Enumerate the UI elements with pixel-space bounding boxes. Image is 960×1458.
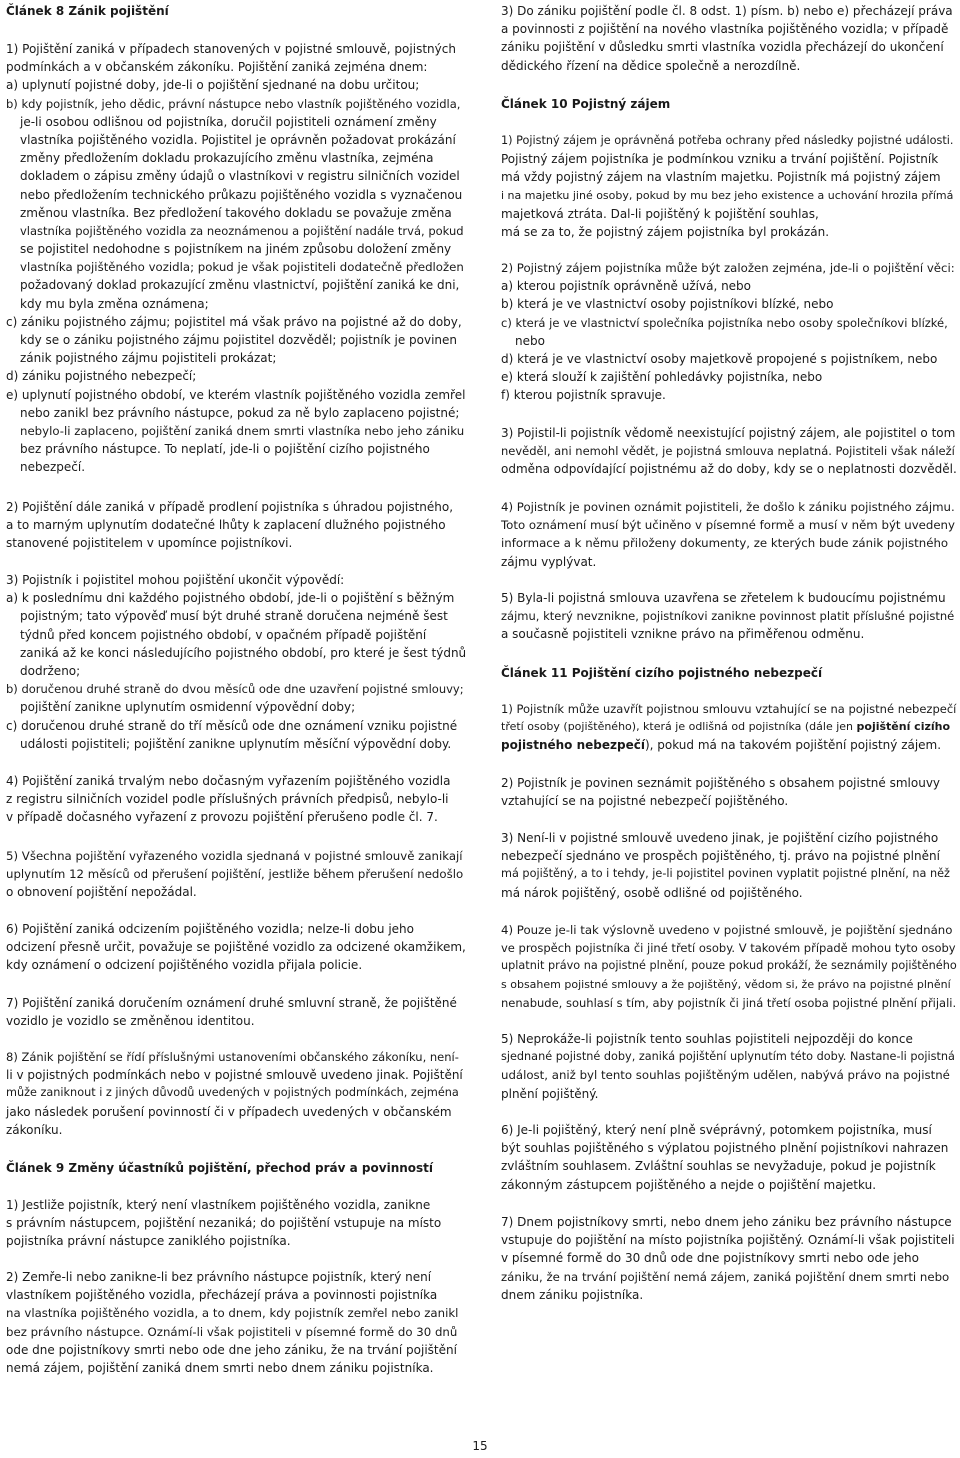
- text-line: má nárok pojištěný, osobě odlišné od pojištěného.: [501, 885, 803, 900]
- text-line: sjednané pojistné doby, zaniká pojištění uplynutím této doby. Nastane-li pojistná: [501, 1050, 955, 1064]
- text-line: změnou vlastníka. Bez předložení takového dokladu se považuje změna: [20, 205, 452, 220]
- text-line: vstupuje do pojištění na místo pojistníka pojištěný. Oznámí-li však pojistiteli: [501, 1233, 955, 1248]
- text-line: má pojištěný, a to i tehdy, je-li pojistitel povinen vyplatit pojistné plnění, na něž: [501, 867, 950, 881]
- text-line: zvláštním souhlasem. Zvláštní souhlas se nevyžaduje, pokud je pojistník: [501, 1159, 936, 1174]
- text-line: bez právního nástupce. Oznámí-li však pojistiteli v písemné formě do 30 dnů: [6, 1324, 458, 1339]
- text-line: 1) Pojištění zaniká v případech stanovených v pojistné smlouvě, pojistných: [6, 42, 456, 56]
- text-line: 2) Zemře-li nebo zanikne-li bez právního nástupce pojistník, který není: [6, 1270, 432, 1284]
- article-8-paragraph-3: [6, 571, 466, 753]
- text-line: stanovené pojistitelem v upomínce pojistníkovi.: [6, 536, 293, 551]
- text-line: c) která je ve vlastnictví společníka pojistníka nebo osoby společníkovi blízké,: [501, 315, 948, 330]
- text-line: a) kterou pojistník oprávněně užívá, nebo: [501, 279, 752, 294]
- text-line: zákoníku.: [6, 1122, 63, 1137]
- text-line: 4) Pojistník je povinen oznámit pojistiteli, že došlo k zániku pojistného zájmu.: [501, 500, 955, 514]
- text-line: c) zániku pojistného zájmu; pojistitel má však právo na pojistné až do doby,: [6, 314, 462, 329]
- text-line: vozidlo je vozidlo se změněnou identitou.: [6, 1014, 255, 1029]
- text-line: nevěděl, ani nemohl vědět, je pojistná smlouva neplatná. Pojistiteli však náleží: [501, 444, 955, 459]
- text-line: zániku, že na trvání pojištění nemá zájem, zaniká pojištění dnem smrti nebo: [501, 1269, 950, 1284]
- page-number: 15: [472, 1439, 488, 1453]
- text-line: 1) Pojistník může uzavřít pojistnou smlouvu vztahující se na pojistné nebezpečí: [501, 702, 957, 716]
- article-8-paragraph-2: [6, 498, 466, 553]
- text-line: b) doručenou druhé straně do dvou měsíců ode dne uzavření pojistné smlouvy;: [6, 682, 464, 697]
- text-line: na vlastníka pojištěného vozidla, a to dnem, kdy pojistník zemřel nebo zanikl: [6, 1306, 459, 1321]
- text-line: 4) Pouze je-li tak výslovně uvedeno v pojistné smlouvě, je pojištění sjednáno: [501, 923, 953, 937]
- text-line: nebo předložením technického průkazu pojištěného vozidla s vyznačenou: [20, 187, 463, 202]
- article-11-paragraph-1: [501, 700, 957, 755]
- article-8-paragraph-5: [6, 847, 466, 902]
- text-line: o obnovení pojištění nepožádal.: [6, 885, 197, 900]
- text-line: zaniká až ke konci následujícího pojistného období, pro které je šest týdnů: [20, 645, 467, 660]
- text-line: 8) Zánik pojištění se řídí příslušnými ustanoveními občanského zákoníku, není-: [6, 1050, 459, 1064]
- text-line: nebylo-li zaplaceno, pojištění zaniká dnem smrti vlastníka nebo jeho zániku: [20, 423, 465, 438]
- text-line: 2) Pojistný zájem pojistníka může být založen zejména, jde-li o pojištění věci:: [501, 261, 955, 275]
- text-run: třetí osoby (pojištěného), která je odlišná od pojistníka (dále jen: [501, 720, 857, 734]
- text-line: a to marným uplynutím dodatečné lhůty k zaplacení dlužného pojistného: [6, 518, 446, 533]
- text-line: 3) Pojistil-li pojistník vědomě neexistující pojistný zájem, ale pojistitel o tom: [501, 426, 956, 440]
- article-11-paragraph-7: [501, 1213, 957, 1304]
- text-line: 4) Pojištění zaniká trvalým nebo dočasným vyřazením pojištěného vozidla: [6, 774, 451, 788]
- defined-term: pojistného nebezpečí: [501, 738, 645, 753]
- text-line: b) kdy pojistník, jeho dědic, právní nástupce nebo vlastník pojištěného vozidla,: [6, 96, 461, 111]
- text-line: dnem zániku pojistníka.: [501, 1287, 644, 1302]
- article-9-paragraph-3: [501, 2, 957, 75]
- article-10-paragraph-3: [501, 424, 957, 479]
- article-10-paragraph-1: [501, 132, 957, 241]
- text-line: nebezpečí sjednáno ve prospěch pojištěného, tj. právo na pojistné plnění: [501, 849, 940, 864]
- text-line: zániku pojištění v důsledku smrti vlastníka vozidla přecházejí do ukončení: [501, 40, 944, 55]
- text-line: odměna odpovídající pojistnému až do doby, kdy se o neplatnosti dozvěděl.: [501, 462, 957, 477]
- text-line: 1) Jestliže pojistník, který není vlastníkem pojištěného vozidla, zanikne: [6, 1198, 431, 1212]
- article-11-paragraph-6: [501, 1121, 957, 1194]
- text-line: e) která slouží k zajištění pohledávky pojistníka, nebo: [501, 370, 823, 385]
- text-line: jako následek porušení povinností či v případech uvedených v občanském: [6, 1104, 452, 1119]
- text-line: může zaniknout i z jiných důvodů uvedených v pojistných podmínkách, zejména: [6, 1086, 459, 1100]
- text-line: ve prospěch pojistníka či jiné třetí osoby. V takovém případě mohou tyto osoby: [501, 941, 956, 956]
- text-line: 6) Pojištění zaniká odcizením pojištěného vozidla; nelze-li dobu jeho: [6, 922, 414, 936]
- text-line: majetková ztráta. Dal-li pojištěný k pojištění souhlas,: [501, 206, 819, 221]
- text-line: pojistným; tato výpověď musí být druhé straně doručena nejméně šest: [20, 609, 448, 624]
- text-line: d) zániku pojistného nebezpečí;: [6, 369, 197, 384]
- text-line: nemá zájem, pojištění zaniká dnem smrti nebo dnem zániku pojistníka.: [6, 1360, 434, 1375]
- text-line: zájmu vyplývat.: [501, 554, 597, 569]
- article-11-paragraph-4: [501, 921, 957, 1012]
- text-line: dokladem o zápisu změny údajů o vlastníkovi v registru silničních vozidel: [20, 169, 460, 184]
- text-line: 3) Není-li v pojistné smlouvě uvedeno jinak, je pojištění cizího pojistného: [501, 831, 939, 845]
- text-line: [501, 718, 957, 736]
- text-line: e) uplynutí pojistného období, ve kterém vlastník pojištěného vozidla zemřel: [6, 387, 466, 402]
- text-line: 2) Pojistník je povinen seznámit pojištěného s obsahem pojistné smlouvy: [501, 776, 941, 790]
- text-line: týdnů před koncem pojistného období, v opačném případě pojištění: [20, 627, 427, 642]
- article-9-paragraph-1: [6, 1196, 466, 1251]
- article-8-paragraph-7: [6, 994, 466, 1030]
- article-8-paragraph-8: [6, 1048, 466, 1139]
- text-line: 5) Všechna pojištění vyřazeného vozidla sjednaná v pojistné smlouvě zanikají: [6, 849, 463, 863]
- article-11-paragraph-3: [501, 829, 957, 902]
- text-line: s obsahem pojistné smlouvy a že pojištěný, vědom si, že právo na pojistné plnění: [501, 977, 951, 991]
- article-8-paragraph-6: [6, 920, 466, 975]
- text-line: s právním nástupcem, pojištění nezaniká; do pojištění vstupuje na místo: [6, 1216, 442, 1231]
- text-line: a povinnosti z pojištění na nového vlastníka pojištěného vozidla; v případě: [501, 22, 949, 37]
- text-line: události pojistiteli; pojištění zanikne uplynutím měsíční výpovědní doby.: [20, 736, 452, 751]
- text-line: se pojistitel nedohodne s pojistníkem na jiném způsobu doložení změny: [20, 242, 452, 257]
- text-line: je-li osobou odlišnou od pojistníka, doručil pojistiteli oznámení změny: [20, 114, 437, 129]
- article-10-heading: Článek 10 Pojistný zájem: [501, 97, 671, 111]
- text-line: 3) Do zániku pojištění podle čl. 8 odst. 1) písm. b) nebo e) přecházejí práva: [501, 4, 953, 18]
- text-line: vlastníka pojištěného vozidla za neoznámenou a pojištění nadále trvá, pokud: [20, 223, 464, 238]
- text-line: uplynutím 12 měsíců od přerušení pojištění, jestliže během přerušení nedošlo: [6, 867, 464, 882]
- text-line: být souhlas pojištěného s výplatou pojistného plnění pojistníkovi nahrazen: [501, 1141, 949, 1156]
- defined-term: pojištění cizího: [856, 720, 951, 734]
- text-line: dědického řízení na dědice společně a nerozdílně.: [501, 58, 801, 73]
- text-line: vlastníka pojištěného vozidla. Pojistitel je oprávněn požadovat prokázání: [20, 132, 456, 147]
- article-10-paragraph-2: [501, 259, 957, 405]
- text-line: nebezpečí.: [20, 460, 86, 475]
- text-line: Toto oznámení musí být učiněno v písemné formě a musí v něm být uvedeny: [501, 518, 955, 533]
- text-line: a současně pojistiteli vznikne právo na přiměřenou odměnu.: [501, 627, 865, 642]
- text-line: nebo zanikl bez právního nástupce, pokud za ně bylo zaplaceno pojistné;: [20, 405, 460, 420]
- text-line: má se za to, že pojistný zájem pojistníka byl prokázán.: [501, 224, 830, 239]
- text-line: Pojistný zájem pojistníka je podmínkou vzniku a trvání pojištění. Pojistník: [501, 152, 939, 167]
- text-line: nenabude, souhlasí s tím, aby pojistník či jiná třetí osoba pojistné plnění přijali.: [501, 995, 957, 1010]
- text-line: c) doručenou druhé straně do tří měsíců ode dne oznámení vzniku pojistné: [6, 718, 458, 733]
- text-line: bez právního nástupce. To neplatí, jde-li o pojištění cizího pojistného: [20, 442, 430, 457]
- article-10-paragraph-5: [501, 589, 957, 644]
- text-line: 1) Pojistný zájem je oprávněná potřeba ochrany před následky pojistné události.: [501, 134, 954, 147]
- text-line: vlastníkem pojištěného vozidla, přecházejí práva a povinnosti pojistníka: [6, 1288, 438, 1303]
- text-line: kdy se o zániku pojistného zájmu pojistitel dozvěděl; pojistník je povinen: [20, 333, 458, 347]
- text-line: i na majetku jiné osoby, pokud by mu bez jeho existence a uchování hrozila přímá: [501, 188, 954, 202]
- text-line: d) která je ve vlastnictví osoby majetkově propojené s pojistníkem, nebo: [501, 351, 938, 366]
- text-line: zájmu, který nevznikne, pojistníkovi zanikne povinnost platit příslušné pojistné: [501, 609, 955, 624]
- text-line: uplatnit právo na pojistné plnění, pouze pokud prokáží, že seznámily pojištěného: [501, 959, 957, 973]
- text-run: ), pokud má na takovém pojištění pojistný zájem.: [644, 738, 942, 753]
- text-line: dodrženo;: [20, 663, 81, 678]
- text-line: v případě dočasného vyřazení z provozu pojištění přerušeno podle čl. 7.: [6, 810, 438, 825]
- text-line: 5) Neprokáže-li pojistník tento souhlas pojistiteli nejpozději do konce: [501, 1032, 913, 1046]
- text-line: informace a k němu přiloženy dokumenty, ze kterých bude zánik pojistného: [501, 536, 949, 551]
- text-line: plnění pojištěný.: [501, 1086, 599, 1101]
- text-line: zánik pojistného zájmu pojistiteli prokázat;: [20, 351, 277, 366]
- text-line: změny předložením dokladu prokazujícího změnu vlastníka, zejména: [20, 151, 434, 166]
- text-line: nebo: [515, 333, 545, 348]
- article-8-paragraph-1: [6, 40, 466, 477]
- article-10-paragraph-4: [501, 498, 957, 571]
- article-9-heading: Článek 9 Změny účastníků pojištění, přechod práv a povinností: [6, 1161, 434, 1175]
- text-line: v písemné formě do 30 dnů ode dne pojistníkovy smrti nebo ode jeho: [501, 1251, 919, 1266]
- text-line: [501, 736, 957, 754]
- text-line: kdy mu byla změna oznámena;: [20, 296, 209, 311]
- text-line: ode dne pojistníkovy smrti nebo ode dne jeho zániku, že na trvání pojištění: [6, 1342, 457, 1357]
- text-line: 7) Pojištění zaniká doručením oznámení druhé smluvní straně, že pojištěné: [6, 996, 457, 1010]
- text-line: vztahující se na pojistné nebezpečí pojištěného.: [501, 794, 789, 809]
- text-line: má vždy pojistný zájem na vlastním majetku. Pojistník má pojistný zájem: [501, 170, 941, 185]
- text-line: podmínkách a v občanském zákoníku. Pojištění zaniká zejména dnem:: [6, 60, 428, 75]
- text-line: 3) Pojistník i pojistitel mohou pojištění ukončit výpovědí:: [6, 573, 345, 587]
- article-11-paragraph-5: [501, 1030, 957, 1103]
- text-line: f) kterou pojistník spravuje.: [501, 388, 666, 403]
- article-8-heading: Článek 8 Zánik pojištění: [6, 4, 169, 18]
- text-line: b) která je ve vlastnictví osoby pojistníkovi blízké, nebo: [501, 297, 834, 312]
- text-line: kdy oznámení o odcizení pojištěného vozidla přijala policie.: [6, 958, 363, 973]
- text-line: požadovaný doklad prokazující změnu vlastnictví, pojištění zaniká ke dni,: [20, 278, 460, 293]
- text-line: z registru silničních vozidel podle příslušných právních předpisů, nebylo-li: [6, 792, 449, 807]
- text-line: odcizení přesně určit, považuje se pojištěné vozidlo za odcizené okamžikem,: [6, 940, 466, 955]
- text-line: a) uplynutí pojistné doby, jde-li o pojištění sjednané na dobu určitou;: [6, 78, 420, 93]
- text-line: 6) Je-li pojištěný, který není plně svéprávný, potomkem pojistníka, musí: [501, 1123, 932, 1137]
- text-line: zákonným zástupcem pojištěného a nejde o pojištění majetku.: [501, 1177, 877, 1192]
- text-line: li v pojistných podmínkách nebo v pojistné smlouvě uvedeno jinak. Pojištění: [6, 1068, 463, 1083]
- article-11-heading: Článek 11 Pojištění cizího pojistného nebezpečí: [501, 666, 823, 680]
- text-line: 7) Dnem pojistníkovy smrti, nebo dnem jeho zániku bez právního nástupce: [501, 1215, 952, 1229]
- text-line: vlastníka pojištěného vozidla; pokud je však pojistiteli dodatečně předložen: [20, 260, 464, 275]
- text-line: a) k poslednímu dni každého pojistného období, jde-li o pojištění s běžným: [6, 591, 455, 606]
- article-8-paragraph-4: [6, 772, 466, 827]
- text-line: pojistníka právní nástupce zaniklého pojistníka.: [6, 1234, 291, 1249]
- article-11-paragraph-2: [501, 774, 957, 810]
- text-line: 5) Byla-li pojistná smlouva uzavřena se zřetelem k budoucímu pojistnému: [501, 591, 946, 605]
- text-line: pojištění zanikne uplynutím osmidenní výpovědní doby;: [20, 700, 356, 715]
- text-line: 2) Pojištění dále zaniká v případě prodlení pojistníka s úhradou pojistného,: [6, 500, 454, 514]
- text-line: událost, aniž byl tento souhlas pojištěným udělen, nabývá právo na pojistné: [501, 1068, 950, 1083]
- article-9-paragraph-2: [6, 1268, 466, 1377]
